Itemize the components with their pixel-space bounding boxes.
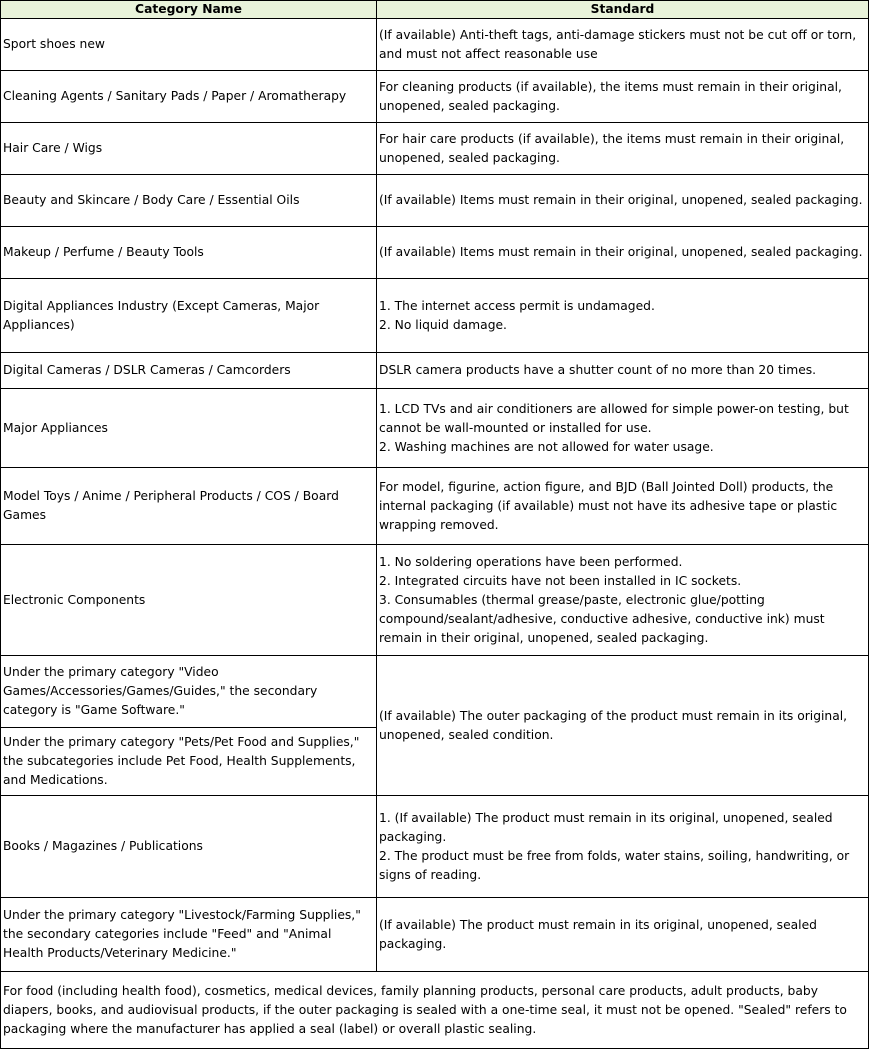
table-row [1, 227, 869, 279]
category-cell: Makeup / Perfume / Beauty Tools [1, 227, 377, 279]
standard-cell: 1. LCD TVs and air conditioners are allowed for simple power-on testing, but cannot be wall-mounted or installed for use. 2. Washing machines are not allowed for water usage. [377, 389, 869, 468]
standard-cell: 1. The internet access permit is undamaged. 2. No liquid damage. [377, 279, 869, 353]
standard-cell: (If available) Items must remain in their original, unopened, sealed packaging. [377, 175, 869, 227]
table-row [1, 19, 869, 71]
category-cell: Under the primary category "Pets/Pet Food and Supplies," the subcategories include Pet Food, Health Supplements, and Medications. [1, 728, 377, 796]
category-cell: Cleaning Agents / Sanitary Pads / Paper / Aromatherapy [1, 71, 377, 123]
category-cell: Books / Magazines / Publications [1, 796, 377, 898]
category-cell: Under the primary category "Video Games/Accessories/Games/Guides," the secondary category is "Game Software." [1, 656, 377, 728]
category-cell: Digital Cameras / DSLR Cameras / Camcorders [1, 353, 377, 389]
header-category: Category Name [1, 1, 377, 19]
standard-cell: For cleaning products (if available), the items must remain in their original, unopened, sealed packaging. [377, 71, 869, 123]
category-cell: Sport shoes new [1, 19, 377, 71]
header-row [1, 1, 869, 19]
standard-cell: For hair care products (if available), the items must remain in their original, unopened, sealed packaging. [377, 123, 869, 175]
footnote-cell: For food (including health food), cosmetics, medical devices, family planning products, personal care products, adult products, baby diapers, books, and audiovisual products, if the outer packaging is sealed with a one-time seal, it must not be opened. "Sealed" refers to packaging where the manufacturer has applied a seal (label) or overall plastic sealing. [1, 972, 869, 1049]
table-row [1, 279, 869, 353]
table-row [1, 71, 869, 123]
table-row [1, 353, 869, 389]
standard-cell: 1. (If available) The product must remain in its original, unopened, sealed packaging. 2. The product must be free from folds, water stains, soiling, handwriting, or signs of reading. [377, 796, 869, 898]
table-row [1, 796, 869, 898]
table-row [1, 468, 869, 545]
category-cell: Beauty and Skincare / Body Care / Essential Oils [1, 175, 377, 227]
standard-cell: DSLR camera products have a shutter count of no more than 20 times. [377, 353, 869, 389]
table-row [1, 123, 869, 175]
standard-cell: 1. No soldering operations have been performed. 2. Integrated circuits have not been installed in IC sockets. 3. Consumables (thermal grease/paste, electronic glue/potting compound/sealant/adhesive, conductive adhesive, conductive ink) must remain in their original, unopened, sealed packaging. [377, 545, 869, 656]
category-cell: Under the primary category "Livestock/Farming Supplies," the secondary categories include "Feed" and "Animal Health Products/Veterinary Medicine." [1, 898, 377, 972]
table-row [1, 389, 869, 468]
table-row [1, 898, 869, 972]
category-cell: Electronic Components [1, 545, 377, 656]
standard-cell: (If available) The product must remain in its original, unopened, sealed packaging. [377, 898, 869, 972]
table-row [1, 656, 869, 728]
table-row [1, 545, 869, 656]
standard-cell: For model, figurine, action figure, and BJD (Ball Jointed Doll) products, the internal packaging (if available) must not have its adhesive tape or plastic wrapping removed. [377, 468, 869, 545]
table-row [1, 175, 869, 227]
standard-cell: (If available) Items must remain in their original, unopened, sealed packaging. [377, 227, 869, 279]
standard-cell: (If available) Anti-theft tags, anti-damage stickers must not be cut off or torn, and must not affect reasonable use [377, 19, 869, 71]
category-cell: Model Toys / Anime / Peripheral Products / COS / Board Games [1, 468, 377, 545]
standard-cell: (If available) The outer packaging of the product must remain in its original, unopened, sealed condition. [377, 656, 869, 796]
header-standard: Standard [377, 1, 869, 19]
footnote-row [1, 972, 869, 1049]
category-cell: Major Appliances [1, 389, 377, 468]
category-cell: Digital Appliances Industry (Except Cameras, Major Appliances) [1, 279, 377, 353]
category-cell: Hair Care / Wigs [1, 123, 377, 175]
